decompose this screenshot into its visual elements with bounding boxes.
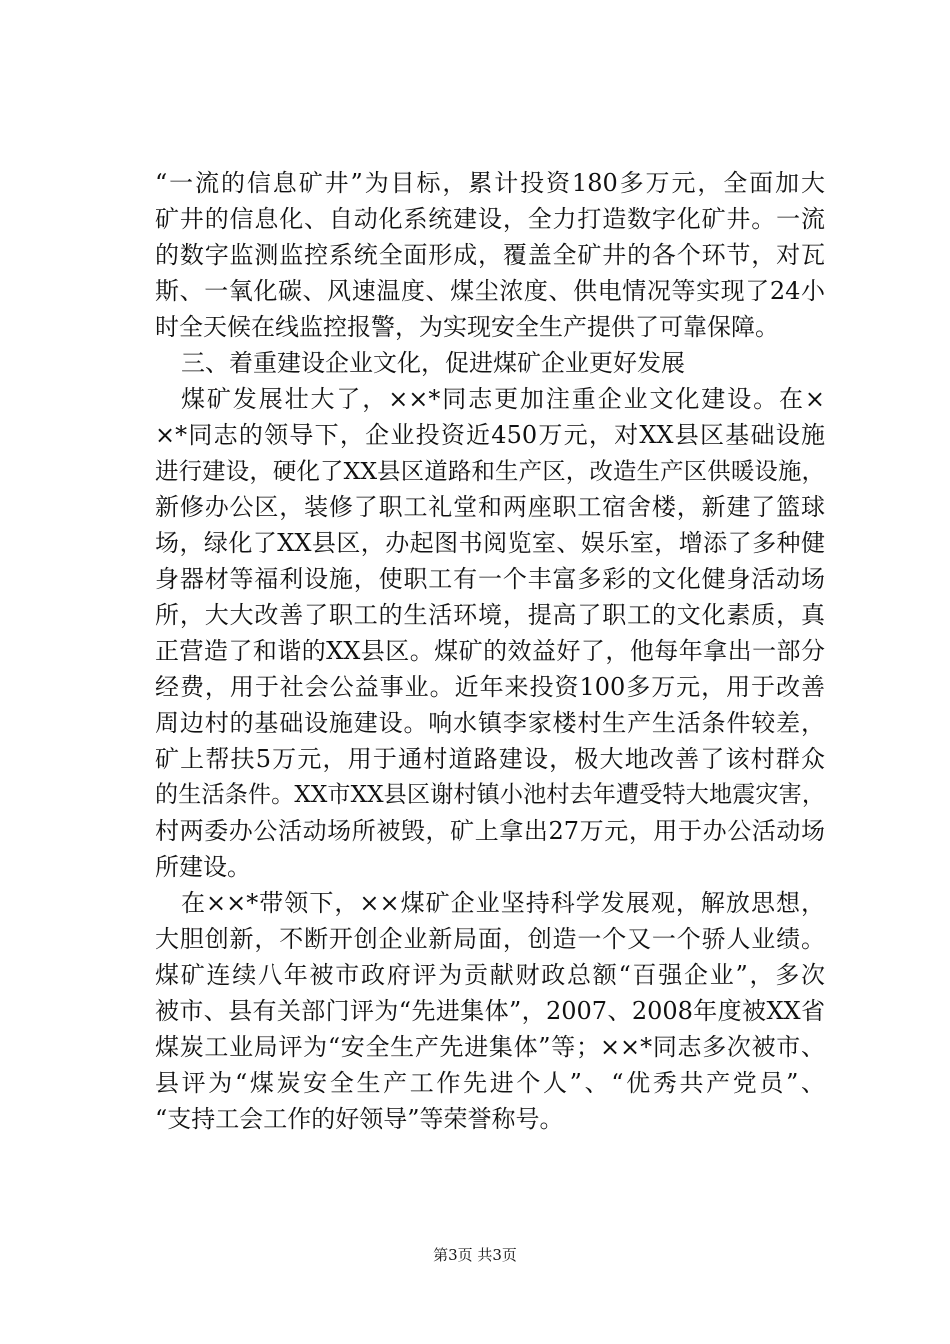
text-line: 身器材等福利设施，使职工有一个丰富多彩的文化健身活动场: [155, 565, 825, 593]
text-line: 进行建设，硬化了XX县区道路和生产区，改造生产区供暖设施，: [155, 457, 825, 485]
text-line: 场，绿化了XX县区，办起图书阅览室、娱乐室，增添了多种健: [155, 529, 825, 557]
text-line: 的生活条件。XX市XX县区谢村镇小池村去年遭受特大地震灾害，: [155, 782, 825, 808]
text-line: 斯、一氧化碳、风速温度、煤尘浓度、供电情况等实现了24小: [155, 277, 825, 305]
page-footer: 第3页 共3页: [433, 1246, 517, 1264]
text-line: 正营造了和谐的XX县区。煤矿的效益好了，他每年拿出一部分: [155, 637, 825, 665]
text-line: 周边村的基础设施建设。响水镇李家楼村生产生活条件较差，: [155, 709, 825, 737]
text-line: 县评为“煤炭安全生产工作先进个人”、“优秀共产党员”、: [155, 1069, 825, 1097]
text-line: ×*同志的领导下，企业投资近450万元，对XX县区基础设施: [155, 421, 825, 449]
text-line: 村两委办公活动场所被毁，矿上拿出27万元，用于办公活动场: [155, 817, 825, 845]
text-line: 在××*带领下，××煤矿企业坚持科学发展观，解放思想，: [181, 889, 825, 917]
text-line: 经费，用于社会公益事业。近年来投资100多万元，用于改善: [155, 673, 825, 701]
text-line: 煤炭工业局评为“安全生产先进集体”等；××*同志多次被市、: [155, 1033, 825, 1061]
text-line: 矿上帮扶5万元，用于通村道路建设，极大地改善了该村群众: [155, 745, 825, 773]
text-line: “一流的信息矿井”为目标，累计投资180多万元，全面加大: [155, 169, 825, 197]
text-line: “支持工会工作的好领导”等荣誉称号。: [155, 1105, 564, 1133]
text-line: 时全天候在线监控报警，为实现安全生产提供了可靠保障。: [155, 313, 779, 341]
text-line: 三、着重建设企业文化，促进煤矿企业更好发展: [181, 349, 685, 377]
text-line: 新修办公区，装修了职工礼堂和两座职工宿舍楼，新建了篮球: [155, 493, 825, 521]
text-line: 大胆创新，不断开创企业新局面，创造一个又一个骄人业绩。: [155, 925, 825, 953]
text-line: 煤矿连续八年被市政府评为贡献财政总额“百强企业”，多次: [155, 961, 825, 989]
text-line: 的数字监测监控系统全面形成，覆盖全矿井的各个环节，对瓦: [155, 241, 825, 269]
text-line: 被市、县有关部门评为“先进集体”，2007、2008年度被XX省: [155, 997, 825, 1025]
text-line: 矿井的信息化、自动化系统建设，全力打造数字化矿井。一流: [155, 205, 825, 233]
body-text: [155, 165, 825, 1137]
text-line: 所建设。: [155, 853, 251, 881]
text-line: 煤矿发展壮大了，××*同志更加注重企业文化建设。在×: [181, 385, 825, 413]
text-line: 所，大大改善了职工的生活环境，提高了职工的文化素质，真: [155, 601, 825, 629]
